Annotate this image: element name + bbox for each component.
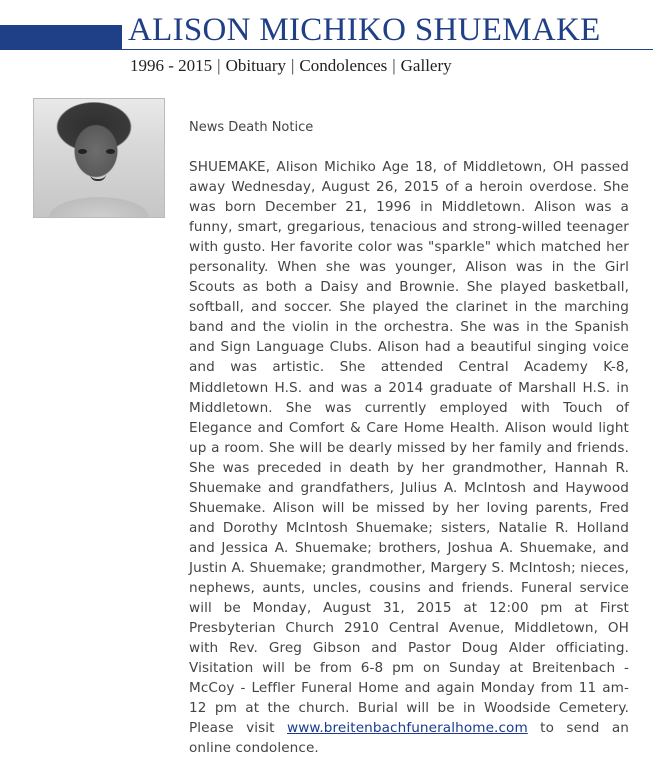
obituary-text [189, 157, 629, 758]
photo-eye-right [106, 149, 115, 154]
nav-separator: | [291, 56, 295, 75]
header-accent-bar [0, 25, 122, 50]
nav-gallery-link[interactable]: Gallery [400, 56, 452, 75]
obituary-body: SHUEMAKE, Alison Michiko Age 18, of Middletown, OH passed away Wednesday, August 26, 2015 of a heroin overdose. She was born December 21, 1996 in Middletown. Alison was a funny, smart, gregarious, tenacious and strong-willed teenager with gusto. Her favorite color was "sparkle" which matched her personality. When she was younger, Alison was in the Girl Scouts as both a Daisy and Brownie. She played basketball, softball, and soccer. She played the clarinet in the marching band and the violin in the orchestra. She was in the Spanish and Sign Language Clubs. Alison had a beautiful singing voice and was artistic. She attended Central Academy K-8, Middletown H.S. and was a 2014 graduate of Marshall H.S. in Middletown. She was currently employed with Touch of Elegance and Comfort & Care Home Health. Alison would light up a room. She will be dearly missed by her family and friends. She was preceded in death by her grandmother, Hannah R. Shuemake and grandfathers, Julius A. McIntosh and Haywood Shuemake. Alison will be missed by her loving parents, Fred and Dorothy McIntosh Shuemake; sisters, Natalie R. Holland and Jessica A. Shuemake; brothers, Joshua A. Shuemake, and Justin A. Shuemake; grandmother, Margery S. McIntosh; nieces, nephews, aunts, uncles, cousins and friends. Funeral service will be Monday, August 31, 2015 at 12:00 pm at First Presbyterian Church 2910 Central Avenue, Middletown, OH with Rev. Greg Gibson and Pastor Doug Alder officiating. Visitation will be from 6-8 pm on Sunday at Breitenbach - McCoy - Leffler Funeral Home and again Monday from 11 am-12 pm at the church. Burial will be in Woodside Cemetery. Please visit [189, 159, 629, 737]
portrait-photo [33, 98, 165, 218]
notice-heading: News Death Notice [189, 120, 314, 135]
funeral-home-link[interactable]: www.breitenbachfuneralhome.com [286, 720, 528, 737]
obituary-nav [130, 57, 452, 76]
photo-mouth [90, 174, 106, 181]
photo-eye-left [78, 149, 87, 154]
life-years: 1996 - 2015 [130, 56, 213, 75]
header-divider [122, 49, 653, 50]
nav-separator: | [217, 56, 221, 75]
nav-condolences-link[interactable]: Condolences [299, 56, 388, 75]
obituary-body-end: to send an online condolence. [189, 720, 629, 757]
page-title: ALISON MICHIKO SHUEMAKE [128, 12, 601, 48]
nav-obituary-link[interactable]: Obituary [225, 56, 287, 75]
nav-separator: | [392, 56, 396, 75]
